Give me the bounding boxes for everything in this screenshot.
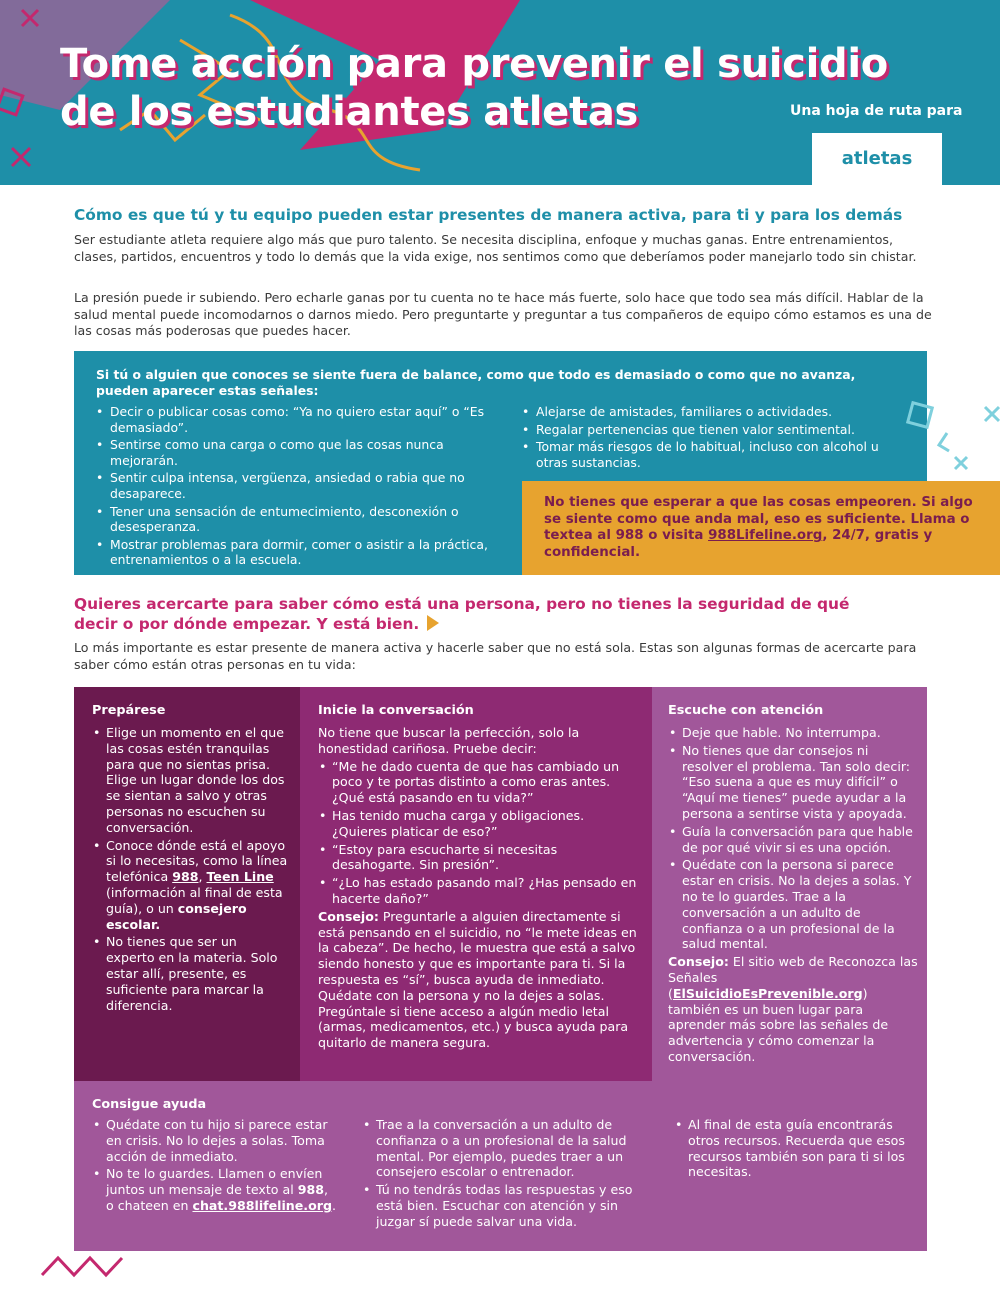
intro-paragraph-2: La presión puede ir subiendo. Pero echarle ganas por tu cuenta no te hace más fuerte, solo hace que todo sea más difícil. Hablar de la salud mental puede incomodarnos o darnos miedo. Pero preguntarte y preguntar a tus compañeros de equipo cómo estamos es una de las cosas más poderosas que puedes hacer. [74,290,932,339]
prepare-column [74,687,300,1081]
list-item: • Deje que hable. No interrumpa. [668,725,918,741]
page-title [60,40,940,136]
prepare-title: Prepárese [92,703,166,718]
title-line-2: de los estudiantes atletas [60,89,639,135]
suicide-prevention-link[interactable]: ElSuicidioEsPrevenible.org [672,985,863,1001]
audience-tab: atletas [812,133,942,185]
list-item: • “¿Lo has estado pasando mal? ¿Has pensado en hacerte daño?” [318,875,640,907]
help-title: Consigue ayuda [92,1097,207,1112]
list-item: • Regalar pertenencias que tienen valor sentimental. [522,422,892,438]
teen-line-link[interactable]: Teen Line [206,869,274,885]
start-conversation-column [300,687,652,1081]
help-list-1 [92,1117,337,1216]
list-item: • Sentirse como una carga o como que las cosas nunca mejorarán. [96,437,496,468]
list-item: • Mostrar problemas para dormir, comer o asistir a la práctica, entrenamientos o a la escuela. [96,537,496,568]
title-line-1: Tome acción para prevenir el suicidio [60,41,888,87]
warning-signs-list-right [522,404,892,472]
listen-title: Escuche con atención [668,703,824,718]
help-list-3 [674,1117,909,1182]
list-item: • Tener una sensación de entumecimiento, desconexión o desesperanza. [96,504,496,535]
page-subtitle: Una hoja de ruta para [790,103,963,119]
callout-end: , 24/7, gratis y confidencial. [544,528,933,560]
zigzag-decoration [40,1250,130,1280]
lifeline-link[interactable]: 988Lifeline.org [708,528,823,544]
list-item: • Tú no tendrás todas las respuestas y eso está bien. Escuchar con atención y sin juzgar sí puede salvar una vida. [362,1182,652,1229]
list-item: • Sentir culpa intensa, vergüenza, ansiedad o rabia que no desaparece. [96,470,496,501]
listen-tip: Consejo: El sitio web de Reconozca las Señales (ElSuicidioEsPrevenible.org) también es un buen lugar para aprender más sobre las señales de advertencia y cómo comenzar la conversación. [668,954,918,1064]
list-item: • Trae a la conversación a un adulto de confianza o a un profesional de la salud mental. Por ejemplo, puedes traer a un consejero escolar o entrenador. [362,1117,652,1180]
approach-paragraph: Lo más importante es estar presente de manera activa y hacerle saber que no está sola. Estas son algunas formas de acercarte para saber cómo están otras personas en tu vida: [74,640,917,672]
list-item: • No tienes que ser un experto en la materia. Solo estar allí, presente, es suficiente para marcar la diferencia. [92,934,288,1013]
list-item: • Has tenido mucha carga y obligaciones. ¿Quieres platicar de eso?” [318,808,640,840]
crisis-callout [522,481,1000,575]
get-help-box [74,1081,927,1251]
start-intro: No tiene que buscar la perfección, solo la honestidad cariñosa. Pruebe decir: [318,725,580,756]
approach-heading-text: Quieres acercarte para saber cómo está una persona, pero no tienes la seguridad de qué decir o por dónde empezar. Y está bien. [74,595,850,633]
list-item: • No te lo guardes. Llamen o envíen juntos un mensaje de texto al 988, o chateen en chat.988lifeline.org. [92,1166,337,1213]
intro-paragraph-1: Ser estudiante atleta requiere algo más que puro talento. Se necesita disciplina, enfoque y muchas ganas. Entre entrenamientos, clases, partidos, encuentros y todo lo demás que la vida exige, nos sentimos como que deberíamos poder manejarlo todo sin chistar. [74,232,917,264]
callout-text: No tienes que esperar a que las cosas empeoren. Si algo se siente como que anda mal, eso es suficiente. Llama o textea al 988 o visita [544,495,973,544]
list-item: • No tienes que dar consejos ni resolver el problema. Tan solo decir: “Eso suena a que es muy difícil” o “Aquí me tienes” puede ayudar a la persona a sentirse vista y apoyada. [668,743,918,822]
chat-lifeline-link[interactable]: chat.988lifeline.org [192,1197,332,1213]
988-link[interactable]: 988 [172,869,199,885]
help-list-2 [362,1117,652,1232]
list-item: • Elige un momento en el que las cosas estén tranquilas para que no sientas prisa. Elige un lugar donde los dos se sientan a salvo y otras personas no escuchen su conversación. [92,725,288,836]
list-item: • Quédate con la persona si parece estar en crisis. No la dejes a solas. Y no te lo guardes. Trae a la conversación a un adulto de confianza o a un profesional de la salud mental. [668,857,918,952]
list-item: • Conoce dónde está el apoyo si lo necesitas, como la línea telefónica 988, Teen Line (información al final de esta guía), o un consejero escolar. [92,838,288,933]
warning-signs-list-left [96,404,496,570]
list-item: • Alejarse de amistades, familiares o actividades. [522,404,892,420]
list-item: • Guía la conversación para que hable de por qué vivir si es una opción. [668,824,918,856]
list-item: • “Me he dado cuenta de que has cambiado un poco y te portas distinto a como eras antes. ¿Qué está pasando en tu vida?” [318,759,640,806]
start-title: Inicie la conversación [318,703,474,718]
start-tip: Consejo: Preguntarle a alguien directamente si está pensando en el suicidio, no “le mete ideas en la cabeza”. De hecho, le muestra que está a salvo siendo honesto y que es importante para ti. Si la respuesta es “sí”, busca ayuda de inmediato. Quédate con la persona y no la dejes a solas. Pregúntale si tiene acceso a algún medio letal (armas, medicamentos, etc.) y busca ayuda para quitarlo de manera segura. [318,908,637,1051]
play-arrow-icon [427,615,439,631]
list-item: • Decir o publicar cosas como: “Ya no quiero estar aquí” o “Es demasiado”. [96,404,496,435]
list-item: • Al final de esta guía encontrarás otros recursos. Recuerda que esos recursos también son para ti si los necesitas. [674,1117,909,1180]
decorative-shapes-right [895,395,1000,490]
approach-heading [74,594,894,634]
list-item: • Quédate con tu hijo si parece estar en crisis. No lo dejes a solas. Toma acción de inmediato. [92,1117,337,1164]
listen-column [652,687,927,1081]
list-item: • Tomar más riesgos de lo habitual, incluso con alcohol u otras sustancias. [522,439,892,470]
list-item: • “Estoy para escucharte si necesitas desahogarte. Sin presión”. [318,842,640,874]
counselor-text: consejero escolar. [106,900,247,932]
warning-signs-lead: Si tú o alguien que conoces se siente fuera de balance, como que todo es demasiado o como que no avanza, pueden aparecer estas señales: [96,367,856,398]
intro-heading: Cómo es que tú y tu equipo pueden estar presentes de manera activa, para ti y para los demás [74,206,903,224]
